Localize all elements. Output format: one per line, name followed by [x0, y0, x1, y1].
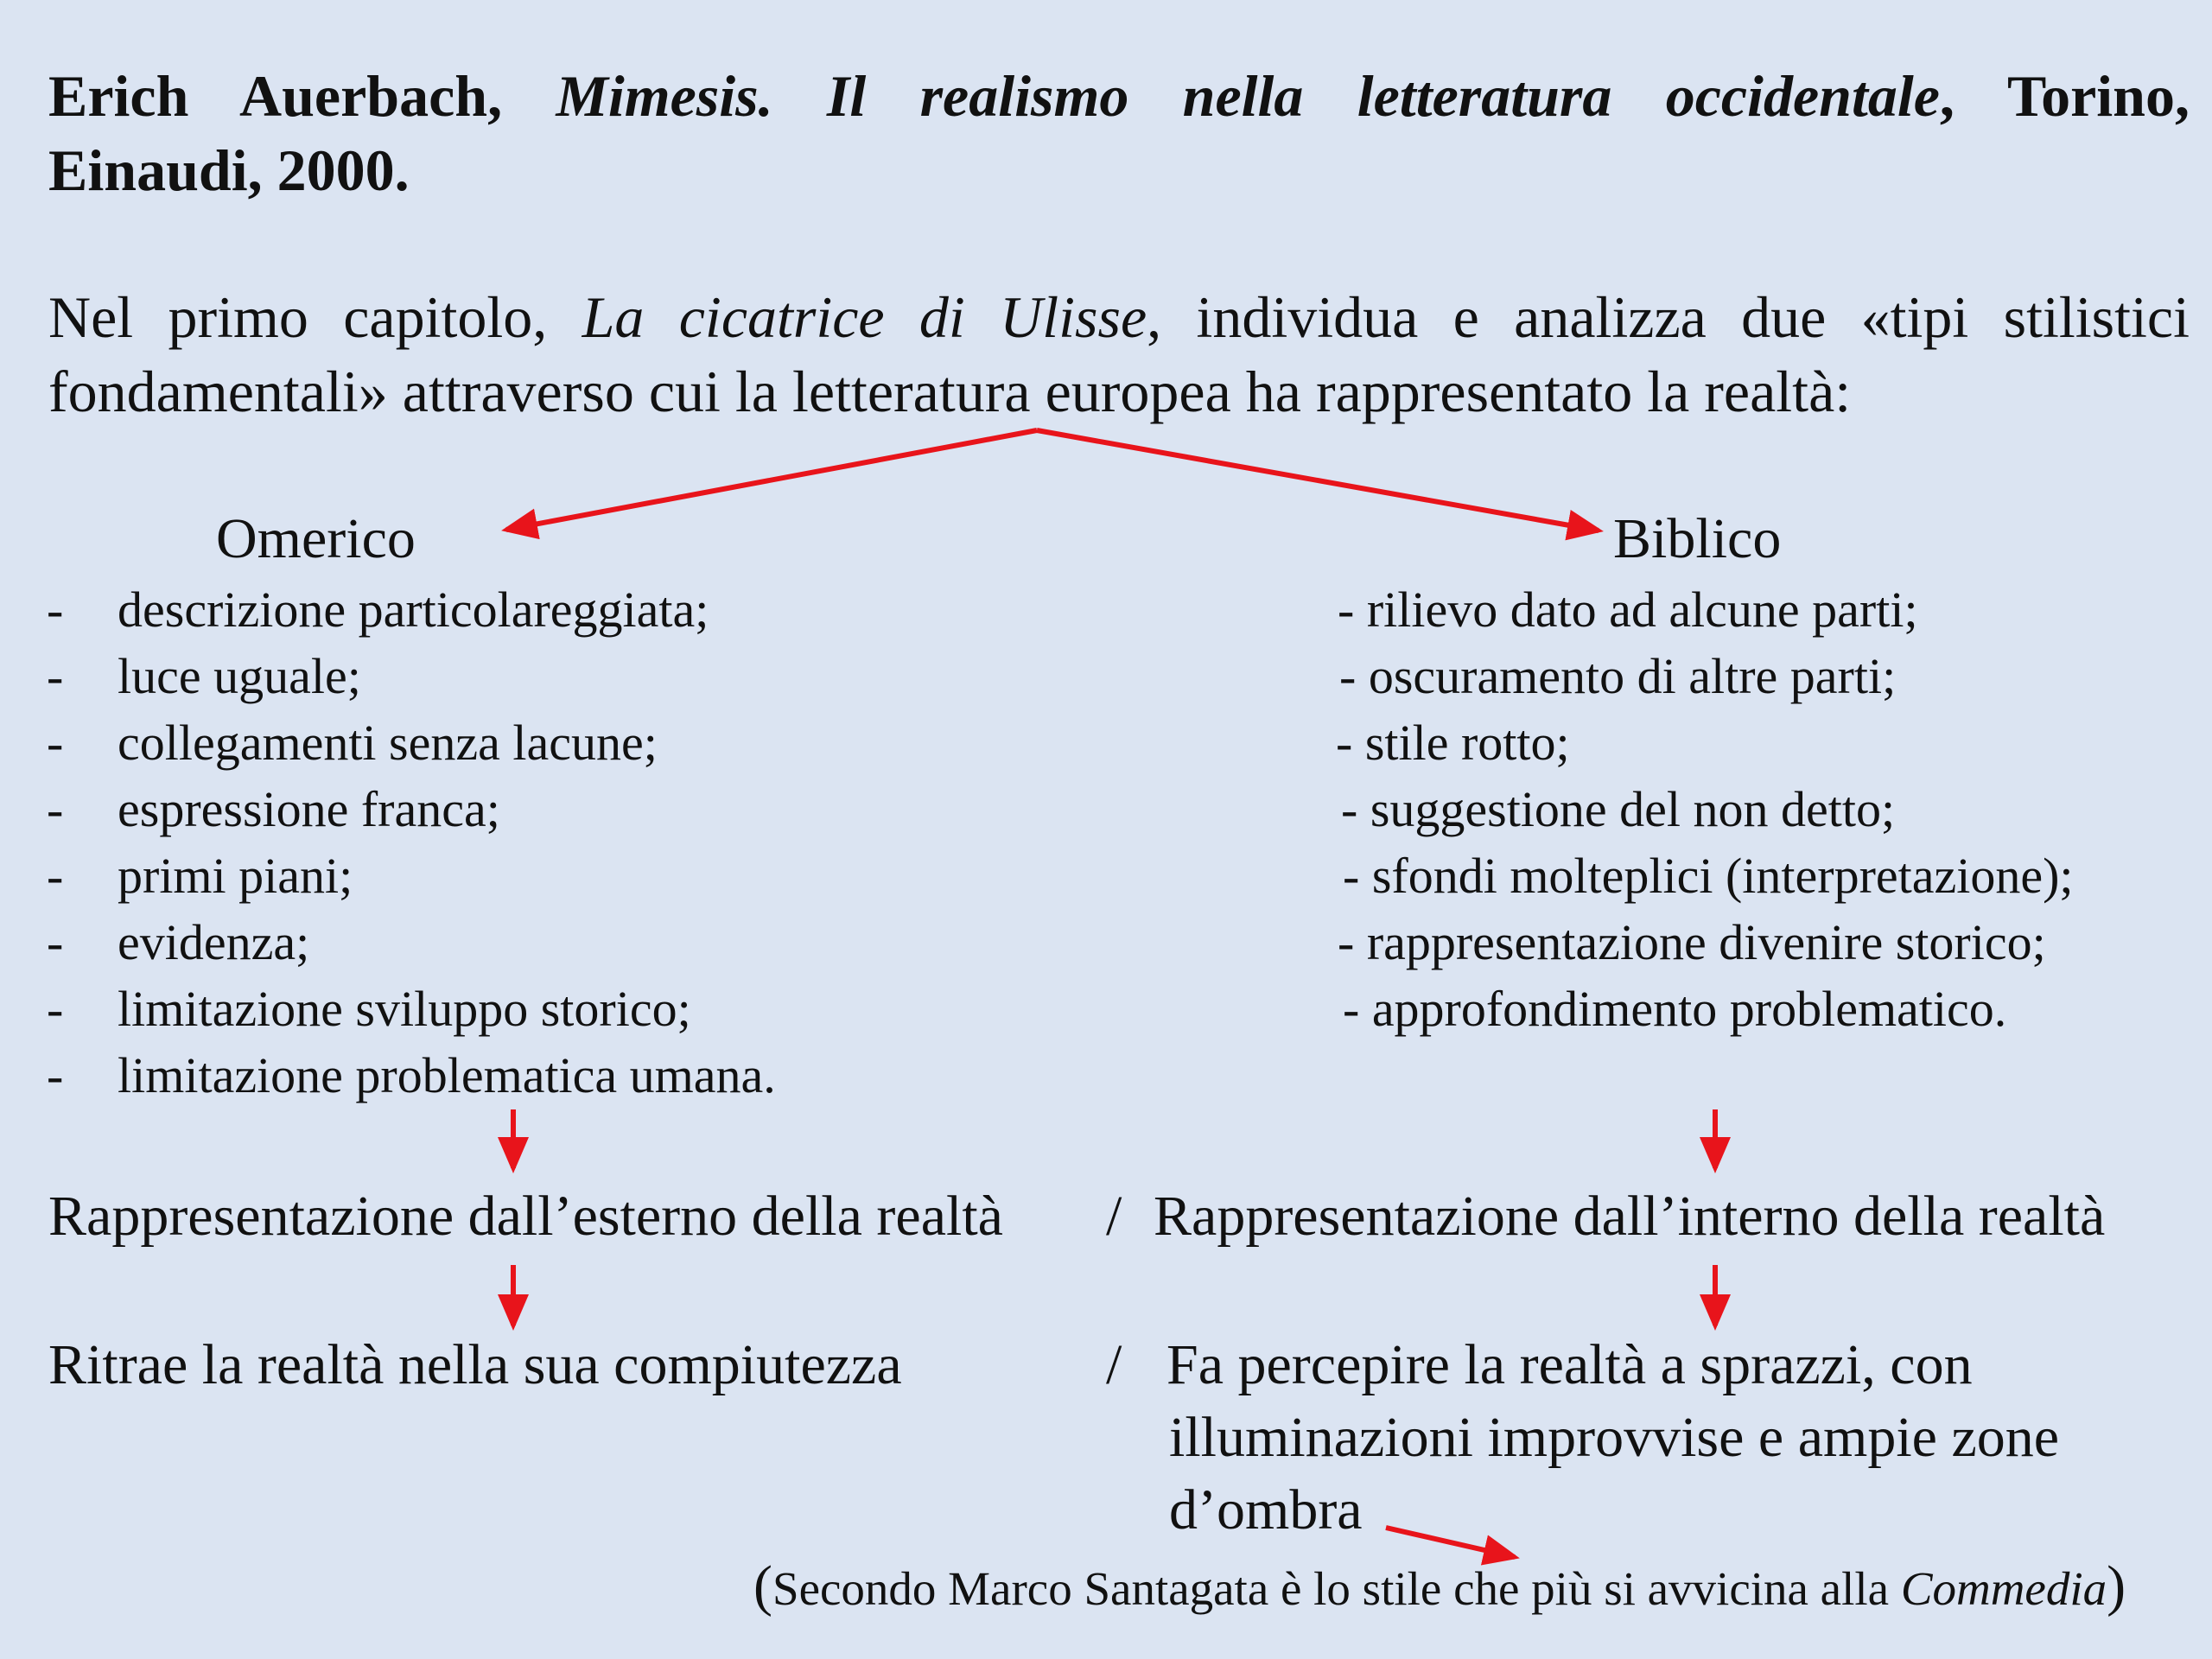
list-dash: -: [47, 715, 64, 771]
note-arrow: [1386, 1528, 1515, 1557]
heading-author: Erich Auerbach,: [48, 63, 556, 129]
list-item-text: luce uguale;: [118, 648, 361, 704]
list-item-text: primi piani;: [118, 848, 353, 904]
list-item: - stile rotto;: [1336, 715, 1570, 771]
list-item-text: evidenza;: [118, 914, 310, 970]
list-item-text: limitazione sviluppo storico;: [118, 981, 691, 1037]
split-arrow-left: [506, 430, 1037, 530]
list-dash: -: [47, 781, 64, 837]
list-dash: -: [47, 648, 64, 704]
comparison-2-right-line-1: Fa percepire la realtà a sprazzi, con: [1166, 1333, 1973, 1396]
intro-chapter-title: La cicatrice di Ulisse: [582, 284, 1147, 350]
list-item-text: collegamenti senza lacune;: [118, 715, 658, 771]
note-open-paren: (: [753, 1554, 772, 1618]
comparison-2-right-line-2: illuminazioni improvvise e ampie zone: [1169, 1406, 2060, 1469]
comparison-1-left: Rappresentazione dall’esterno della realtà: [48, 1185, 1003, 1248]
list-dash: -: [47, 914, 64, 970]
list-item: - approfondimento problematico.: [1343, 981, 2007, 1037]
note-close-paren: ): [2107, 1554, 2126, 1618]
list-item-text: limitazione problematica umana.: [118, 1047, 776, 1103]
comparison-2-separator: /: [1106, 1333, 1122, 1396]
comparison-2-right-line-3: d’ombra: [1169, 1478, 1363, 1541]
biblico-title: Biblico: [1613, 507, 1782, 570]
list-dash: -: [47, 582, 64, 638]
note-text: Secondo Marco Santagata è lo stile che più si avvicina alla: [772, 1562, 1901, 1615]
list-dash: -: [47, 848, 64, 904]
list-dash: -: [47, 1047, 64, 1103]
list-dash: -: [47, 981, 64, 1037]
comparison-2-left: Ritrae la realtà nella sua compiutezza: [48, 1333, 902, 1396]
intro-line-2: fondamentali» attraverso cui la letteratura europea ha rappresentato la realtà:: [48, 359, 1852, 424]
heading-publisher: , Torino,: [1939, 63, 2190, 129]
comparison-1-right: Rappresentazione dall’interno della realtà: [1154, 1185, 2106, 1248]
intro-text-before: Nel primo capitolo,: [48, 284, 582, 350]
omerico-title: Omerico: [216, 507, 416, 570]
list-item: - oscuramento di altre parti;: [1339, 648, 1897, 704]
comparison-1-separator: /: [1106, 1185, 1122, 1248]
list-item: - rilievo dato ad alcune parti;: [1338, 582, 1918, 638]
list-item-text: descrizione particolareggiata;: [118, 582, 709, 638]
intro-text-after: , individua e analizza due «tipi stilistici: [1147, 284, 2190, 350]
heading-line-2: Einaudi, 2000.: [48, 137, 410, 203]
list-item: - sfondi molteplici (interpretazione);: [1343, 848, 2074, 904]
heading-book-title: Mimesis. Il realismo nella letteratura occidentale: [556, 63, 1940, 129]
split-arrow-right: [1037, 430, 1599, 531]
list-item: - suggestione del non detto;: [1341, 781, 1896, 837]
list-item: - rappresentazione divenire storico;: [1338, 914, 2046, 970]
note-work-title: Commedia: [1900, 1562, 2107, 1615]
list-item-text: espressione franca;: [118, 781, 500, 837]
